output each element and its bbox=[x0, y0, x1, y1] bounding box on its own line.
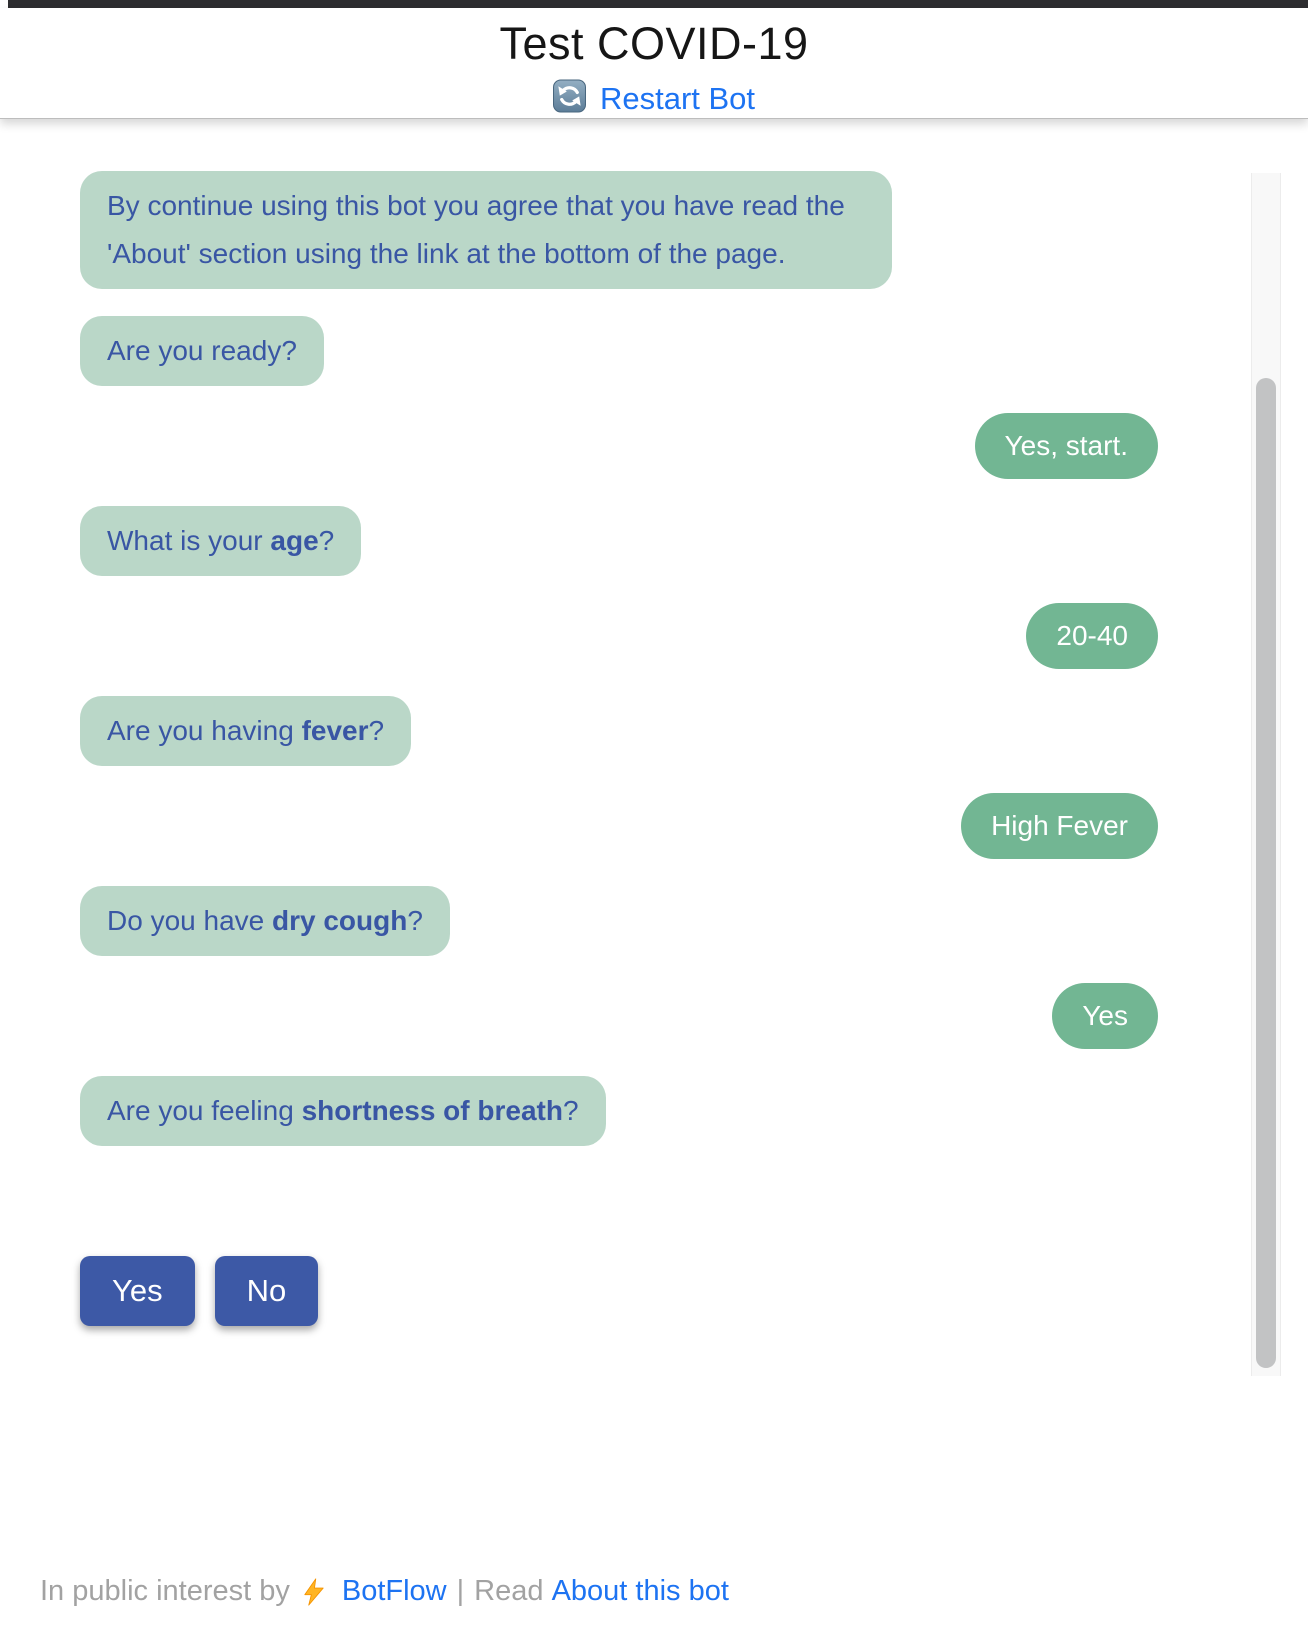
message-bold-text: shortness of breath bbox=[301, 1095, 563, 1126]
message-text: ? bbox=[407, 905, 423, 936]
message-text: Do you have bbox=[107, 905, 272, 936]
footer-separator: | bbox=[456, 1575, 465, 1607]
chat-scrollbar-thumb[interactable] bbox=[1256, 378, 1276, 1368]
bot-message bbox=[80, 886, 450, 956]
window-top-bar bbox=[8, 0, 1308, 8]
message-bold-text: fever bbox=[301, 715, 369, 746]
chat-scrollbar-track[interactable] bbox=[1251, 173, 1281, 1376]
message-bold-text: age bbox=[270, 525, 319, 556]
message-text: Are you feeling bbox=[107, 1095, 302, 1126]
message-bold-text: dry cough bbox=[272, 905, 408, 936]
quick-reply-row bbox=[80, 1256, 1158, 1326]
bot-message bbox=[80, 316, 324, 386]
restart-bot-button[interactable] bbox=[553, 79, 755, 118]
message-text: High Fever bbox=[991, 810, 1128, 841]
bot-message bbox=[80, 1076, 606, 1146]
refresh-icon bbox=[553, 79, 586, 118]
message-text: ? bbox=[368, 715, 385, 746]
bot-message bbox=[80, 506, 361, 576]
message-list bbox=[80, 171, 1158, 1146]
bot-message bbox=[80, 696, 411, 766]
user-message bbox=[1052, 983, 1158, 1049]
message-text: What is your bbox=[107, 525, 271, 556]
user-message bbox=[961, 793, 1158, 859]
message-text: 20-40 bbox=[1056, 620, 1128, 651]
botflow-link[interactable]: BotFlow bbox=[341, 1575, 447, 1607]
message-text: Yes, start. bbox=[1004, 430, 1128, 461]
lightning-icon bbox=[300, 1578, 328, 1606]
message-text: Yes bbox=[1082, 1000, 1128, 1031]
user-message bbox=[975, 413, 1158, 479]
user-message bbox=[1026, 603, 1158, 669]
footer-space bbox=[544, 1575, 552, 1608]
footer bbox=[0, 1575, 1308, 1608]
header bbox=[0, 8, 1308, 119]
restart-bot-label: Restart Bot bbox=[599, 80, 756, 116]
footer-read-label: Read bbox=[474, 1575, 544, 1607]
page-title: Test COVID-19 bbox=[499, 18, 809, 69]
bot-message bbox=[80, 171, 892, 289]
about-link[interactable]: About this bot bbox=[551, 1575, 729, 1607]
yes-button[interactable]: Yes bbox=[80, 1256, 195, 1326]
message-text: By continue using this bot you agree that you have read the 'About' section using the link at the bottom of the page. bbox=[107, 190, 845, 269]
chat-area bbox=[0, 119, 1308, 1376]
message-text: ? bbox=[318, 525, 335, 556]
footer-credit-text: In public interest by bbox=[40, 1575, 290, 1607]
message-text: Are you ready? bbox=[107, 335, 297, 366]
message-text: Are you having bbox=[107, 715, 302, 746]
no-button[interactable]: No bbox=[215, 1256, 319, 1326]
message-text: ? bbox=[562, 1095, 579, 1126]
